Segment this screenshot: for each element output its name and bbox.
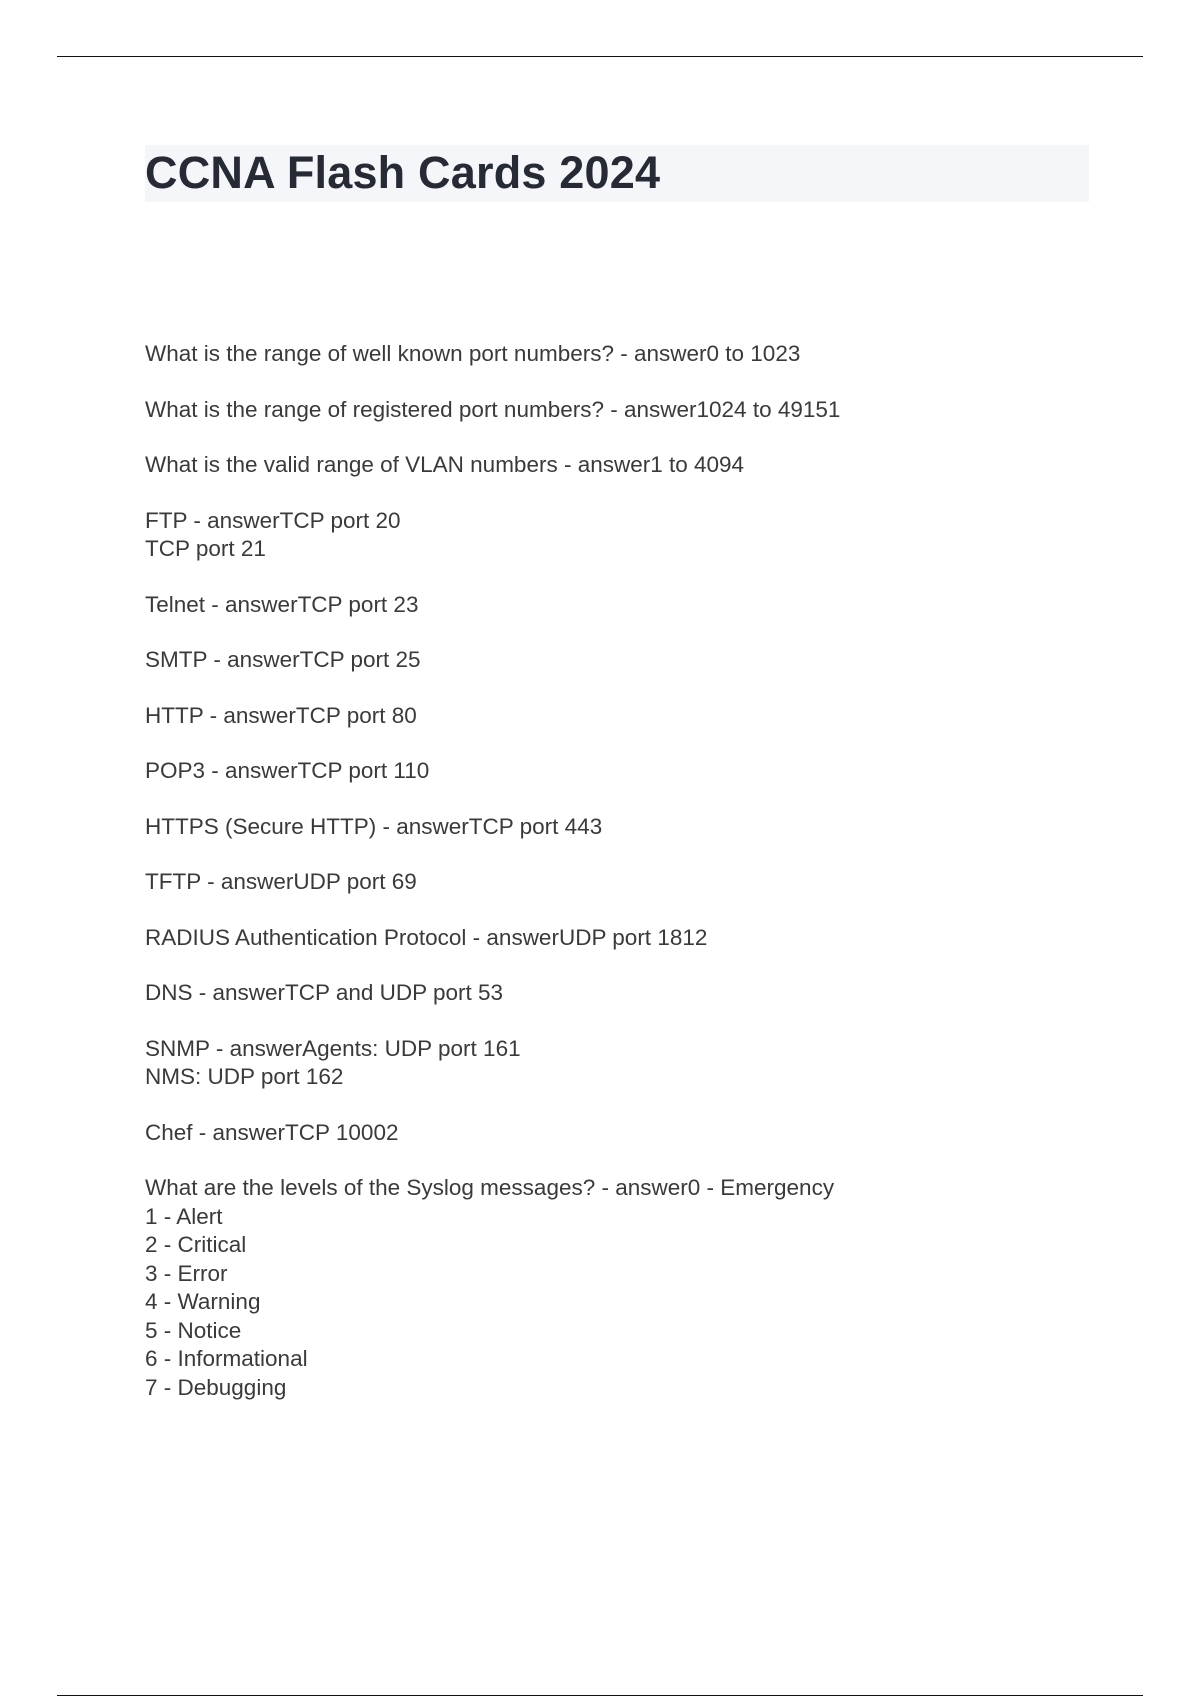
card-question-answer: RADIUS Authentication Protocol - answerUDP port 1812 — [145, 924, 708, 950]
card-question-answer: FTP - answerTCP port 20 — [145, 507, 401, 533]
flash-card — [145, 924, 1105, 953]
flash-card — [145, 1035, 1105, 1092]
card-answer-line: 4 - Warning — [145, 1289, 261, 1314]
card-answer-line: TCP port 21 — [145, 536, 266, 561]
card-question-answer: TFTP - answerUDP port 69 — [145, 869, 417, 894]
card-question-answer: HTTP - answerTCP port 80 — [145, 702, 417, 728]
card-question-answer: SMTP - answerTCP port 25 — [145, 647, 421, 672]
document-title: CCNA Flash Cards 2024 — [145, 147, 661, 198]
flash-card — [145, 646, 1105, 675]
card-answer-line: 7 - Debugging — [145, 1374, 287, 1400]
card-question-answer: Chef - answerTCP 10002 — [145, 1119, 399, 1145]
flash-card — [145, 507, 1105, 564]
card-question-answer: What is the range of registered port numbers? - answer1024 to 49151 — [145, 396, 841, 422]
card-answer-line: 1 - Alert — [145, 1203, 223, 1229]
bottom-divider — [57, 1695, 1143, 1696]
flash-card — [145, 1119, 1105, 1148]
flash-card — [145, 979, 1105, 1008]
card-answer-line: 3 - Error — [145, 1260, 228, 1286]
flash-card — [145, 1174, 1105, 1402]
card-question-answer: What are the levels of the Syslog messages? - answer0 - Emergency — [145, 1175, 835, 1200]
card-question-answer: DNS - answerTCP and UDP port 53 — [145, 980, 504, 1005]
card-question-answer: HTTPS (Secure HTTP) - answerTCP port 443 — [145, 813, 603, 839]
card-answer-line: 6 - Informational — [145, 1346, 308, 1371]
top-divider — [57, 56, 1143, 57]
card-answer-line: 5 - Notice — [145, 1317, 242, 1343]
card-question-answer: What is the valid range of VLAN numbers - answer1 to 4094 — [145, 452, 745, 477]
flash-card — [145, 757, 1105, 786]
flash-card — [145, 591, 1105, 620]
flash-card — [145, 396, 1105, 425]
card-question-answer: Telnet - answerTCP port 23 — [145, 591, 419, 617]
card-question-answer: What is the range of well known port numbers? - answer0 to 1023 — [145, 341, 801, 366]
card-question-answer: SNMP - answerAgents: UDP port 161 — [145, 1035, 521, 1061]
flash-card — [145, 813, 1105, 842]
flash-card — [145, 868, 1105, 897]
flash-card — [145, 451, 1105, 480]
card-answer-line: 2 - Critical — [145, 1232, 247, 1257]
flash-card — [145, 340, 1105, 369]
flash-card — [145, 702, 1105, 731]
card-question-answer: POP3 - answerTCP port 110 — [145, 758, 430, 783]
flash-card-list — [145, 340, 1105, 1429]
card-answer-line: NMS: UDP port 162 — [145, 1064, 344, 1089]
